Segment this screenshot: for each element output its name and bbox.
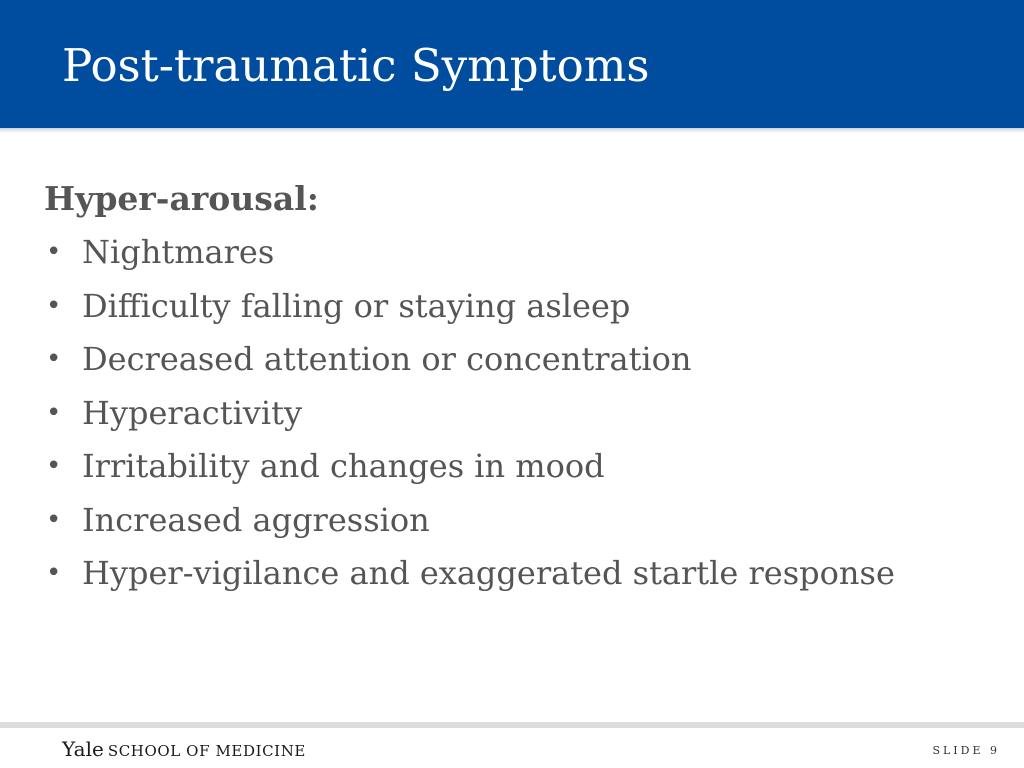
bullet-text: Nightmares [82, 233, 275, 271]
bullet-icon: • [46, 558, 62, 588]
logo-school-text: SCHOOL OF MEDICINE [107, 742, 306, 760]
bullet-icon: • [46, 451, 62, 481]
bullet-icon: • [46, 397, 62, 428]
section-heading: Hyper-arousal: [44, 179, 319, 218]
bullet-text: Increased aggression [82, 500, 430, 539]
bullet-text: Decreased attention or concentration [82, 340, 692, 378]
bullet-item [44, 226, 984, 280]
logo-yale-text: Yale [62, 737, 104, 761]
bullet-item [44, 280, 984, 334]
slide-number: SLIDE 9 [932, 744, 1000, 757]
bullet-item [44, 333, 984, 387]
bullet-item [44, 387, 984, 441]
bullet-text: Difficulty falling or staying asleep [82, 286, 631, 325]
bullet-icon: • [46, 344, 62, 374]
bullet-item [44, 494, 984, 548]
bullet-text: Hyperactivity [82, 393, 303, 432]
bullet-icon: • [46, 504, 62, 535]
header-bar [0, 0, 1024, 128]
bullet-icon: • [46, 237, 62, 267]
header-shadow [0, 128, 1024, 133]
yale-school-of-medicine-logo [62, 737, 306, 761]
bullet-text: Irritability and changes in mood [82, 447, 605, 485]
slide-title: Post-traumatic Symptoms [62, 39, 650, 92]
bullet-item [44, 440, 984, 494]
slide-content [44, 172, 984, 601]
bullet-item [44, 547, 984, 601]
footer-rule [0, 722, 1024, 728]
bullet-text: Hyper-vigilance and exaggerated startle response [82, 554, 895, 592]
bullet-icon: • [46, 290, 62, 321]
bullet-list [44, 226, 984, 601]
